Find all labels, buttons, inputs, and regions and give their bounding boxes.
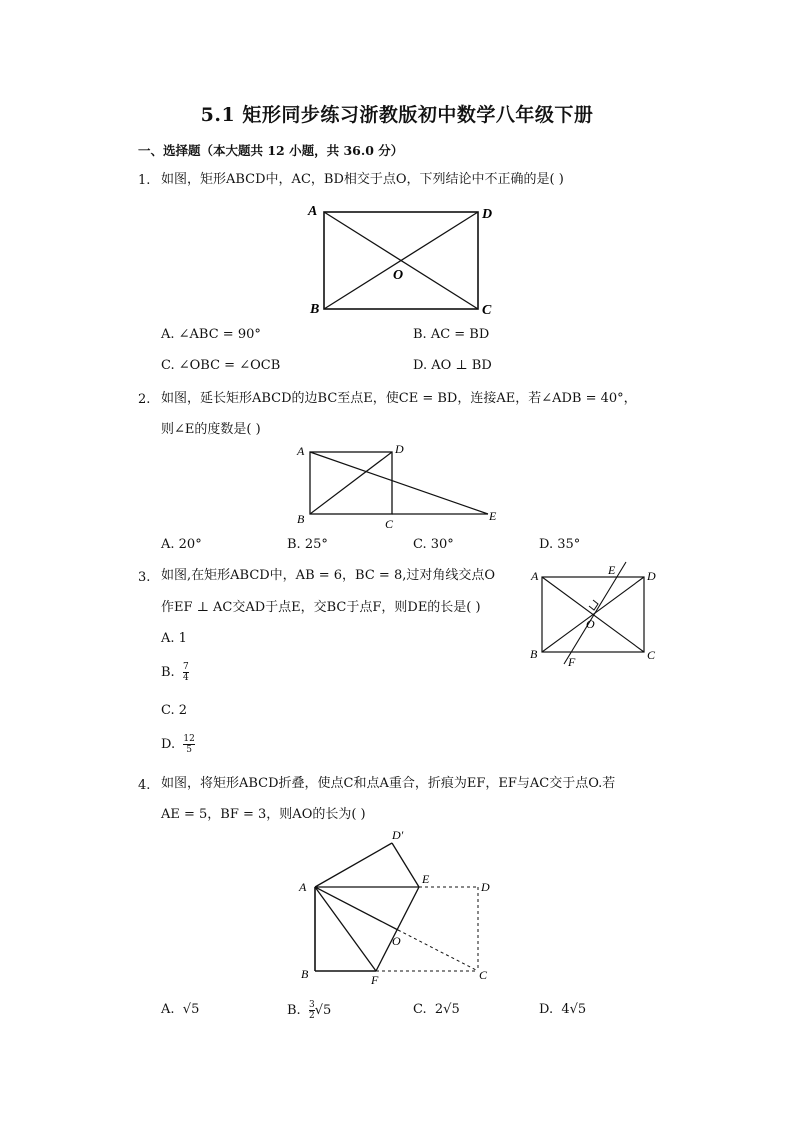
question-3-figure	[528, 560, 668, 670]
label-f: F	[568, 655, 576, 669]
question-4-option-a: A. √5	[161, 1002, 200, 1017]
label-d: D	[647, 569, 656, 583]
dotted-oc	[398, 930, 478, 971]
question-3-option-a: A. 1	[161, 631, 187, 646]
question-3-option-c: C. 2	[161, 703, 188, 718]
label-o: O	[393, 268, 404, 283]
question-3-option-b: B. $\frac{7}{4}$	[161, 662, 189, 683]
label-c: C	[482, 303, 492, 318]
question-1-option-c: C. ∠OBC = ∠OCB	[161, 358, 281, 373]
label-d: D	[481, 880, 490, 894]
label-b: B	[310, 302, 320, 317]
question-2-number: 2.	[138, 392, 151, 407]
segment-ao	[315, 887, 398, 930]
label-c: C	[647, 648, 656, 662]
label-a: A	[308, 204, 318, 219]
label-c: C	[479, 968, 488, 982]
question-4-text-line1: 如图，将矩形ABCD折叠，使点C和点A重合，折痕为EF，EF与AC交于点O.若	[161, 776, 616, 791]
question-2-figure	[290, 440, 510, 532]
question-3-number: 3.	[138, 570, 151, 585]
diagonal-bd	[310, 452, 392, 514]
label-e: E	[608, 563, 616, 577]
question-1-figure	[300, 200, 510, 320]
question-1-option-d: D. AO ⊥ BD	[413, 358, 492, 373]
right-angle-mark	[589, 600, 598, 610]
label-b: B	[530, 647, 538, 661]
segment-af	[315, 887, 376, 971]
segment-ad-prime	[315, 843, 392, 887]
label-a: A	[299, 880, 307, 894]
label-d: D	[395, 442, 404, 456]
label-o: O	[392, 934, 401, 948]
label-e: E	[422, 872, 430, 886]
label-e: E	[489, 509, 497, 523]
label-b: B	[297, 512, 305, 526]
question-4-option-c: C. 2√5	[413, 1002, 460, 1017]
label-b: B	[301, 967, 309, 981]
question-2-option-a: A. 20°	[161, 537, 202, 552]
label-a: A	[531, 569, 539, 583]
question-3-text-line1: 如图,在矩形ABCD中，AB = 6，BC = 8,过对角线交点O	[161, 568, 496, 583]
question-1-number: 1.	[138, 173, 151, 188]
question-4-text-line2: AE = 5，BF = 3，则AO的长为( )	[161, 807, 366, 822]
question-3-text-line2: 作EF ⊥ AC交AD于点E，交BC于点F，则DE的长是( )	[161, 600, 481, 615]
label-d: D	[482, 207, 493, 222]
question-1-text: 如图，矩形ABCD中，AC，BD相交于点O，下列结论中不正确的是( )	[161, 172, 564, 187]
question-4-option-b: B. $\frac{3}{2}$ √5	[287, 1000, 332, 1021]
question-3-option-d: D. $\frac{12}{5}$	[161, 734, 195, 755]
segment-ef	[376, 887, 419, 971]
label-c: C	[385, 517, 394, 531]
section-heading: 一、选择题（本大题共 12 小题，共 36.0 分）	[138, 143, 404, 158]
question-2-option-b: B. 25°	[287, 537, 328, 552]
question-2-option-d: D. 35°	[539, 537, 581, 552]
question-2-option-c: C. 30°	[413, 537, 454, 552]
question-4-figure	[295, 825, 505, 990]
question-4-number: 4.	[138, 778, 151, 793]
label-o: O	[586, 617, 595, 631]
page-title: 5.1 矩形同步练习浙教版初中数学八年级下册	[200, 104, 594, 126]
question-2-text-line2: 则∠E的度数是( )	[161, 422, 261, 437]
question-4-option-d: D. 4√5	[539, 1002, 587, 1017]
question-1-option-a: A. ∠ABC = 90°	[161, 327, 261, 342]
label-a: A	[297, 444, 305, 458]
label-d-prime: D′	[392, 828, 404, 842]
label-f: F	[371, 973, 379, 987]
question-2-text-line1: 如图，延长矩形ABCD的边BC至点E，使CE = BD，连接AE，若∠ADB = 40°，	[161, 391, 637, 406]
segment-ae	[310, 452, 488, 514]
question-1-option-b: B. AC = BD	[413, 327, 490, 342]
segment-d-prime-e	[392, 843, 419, 887]
